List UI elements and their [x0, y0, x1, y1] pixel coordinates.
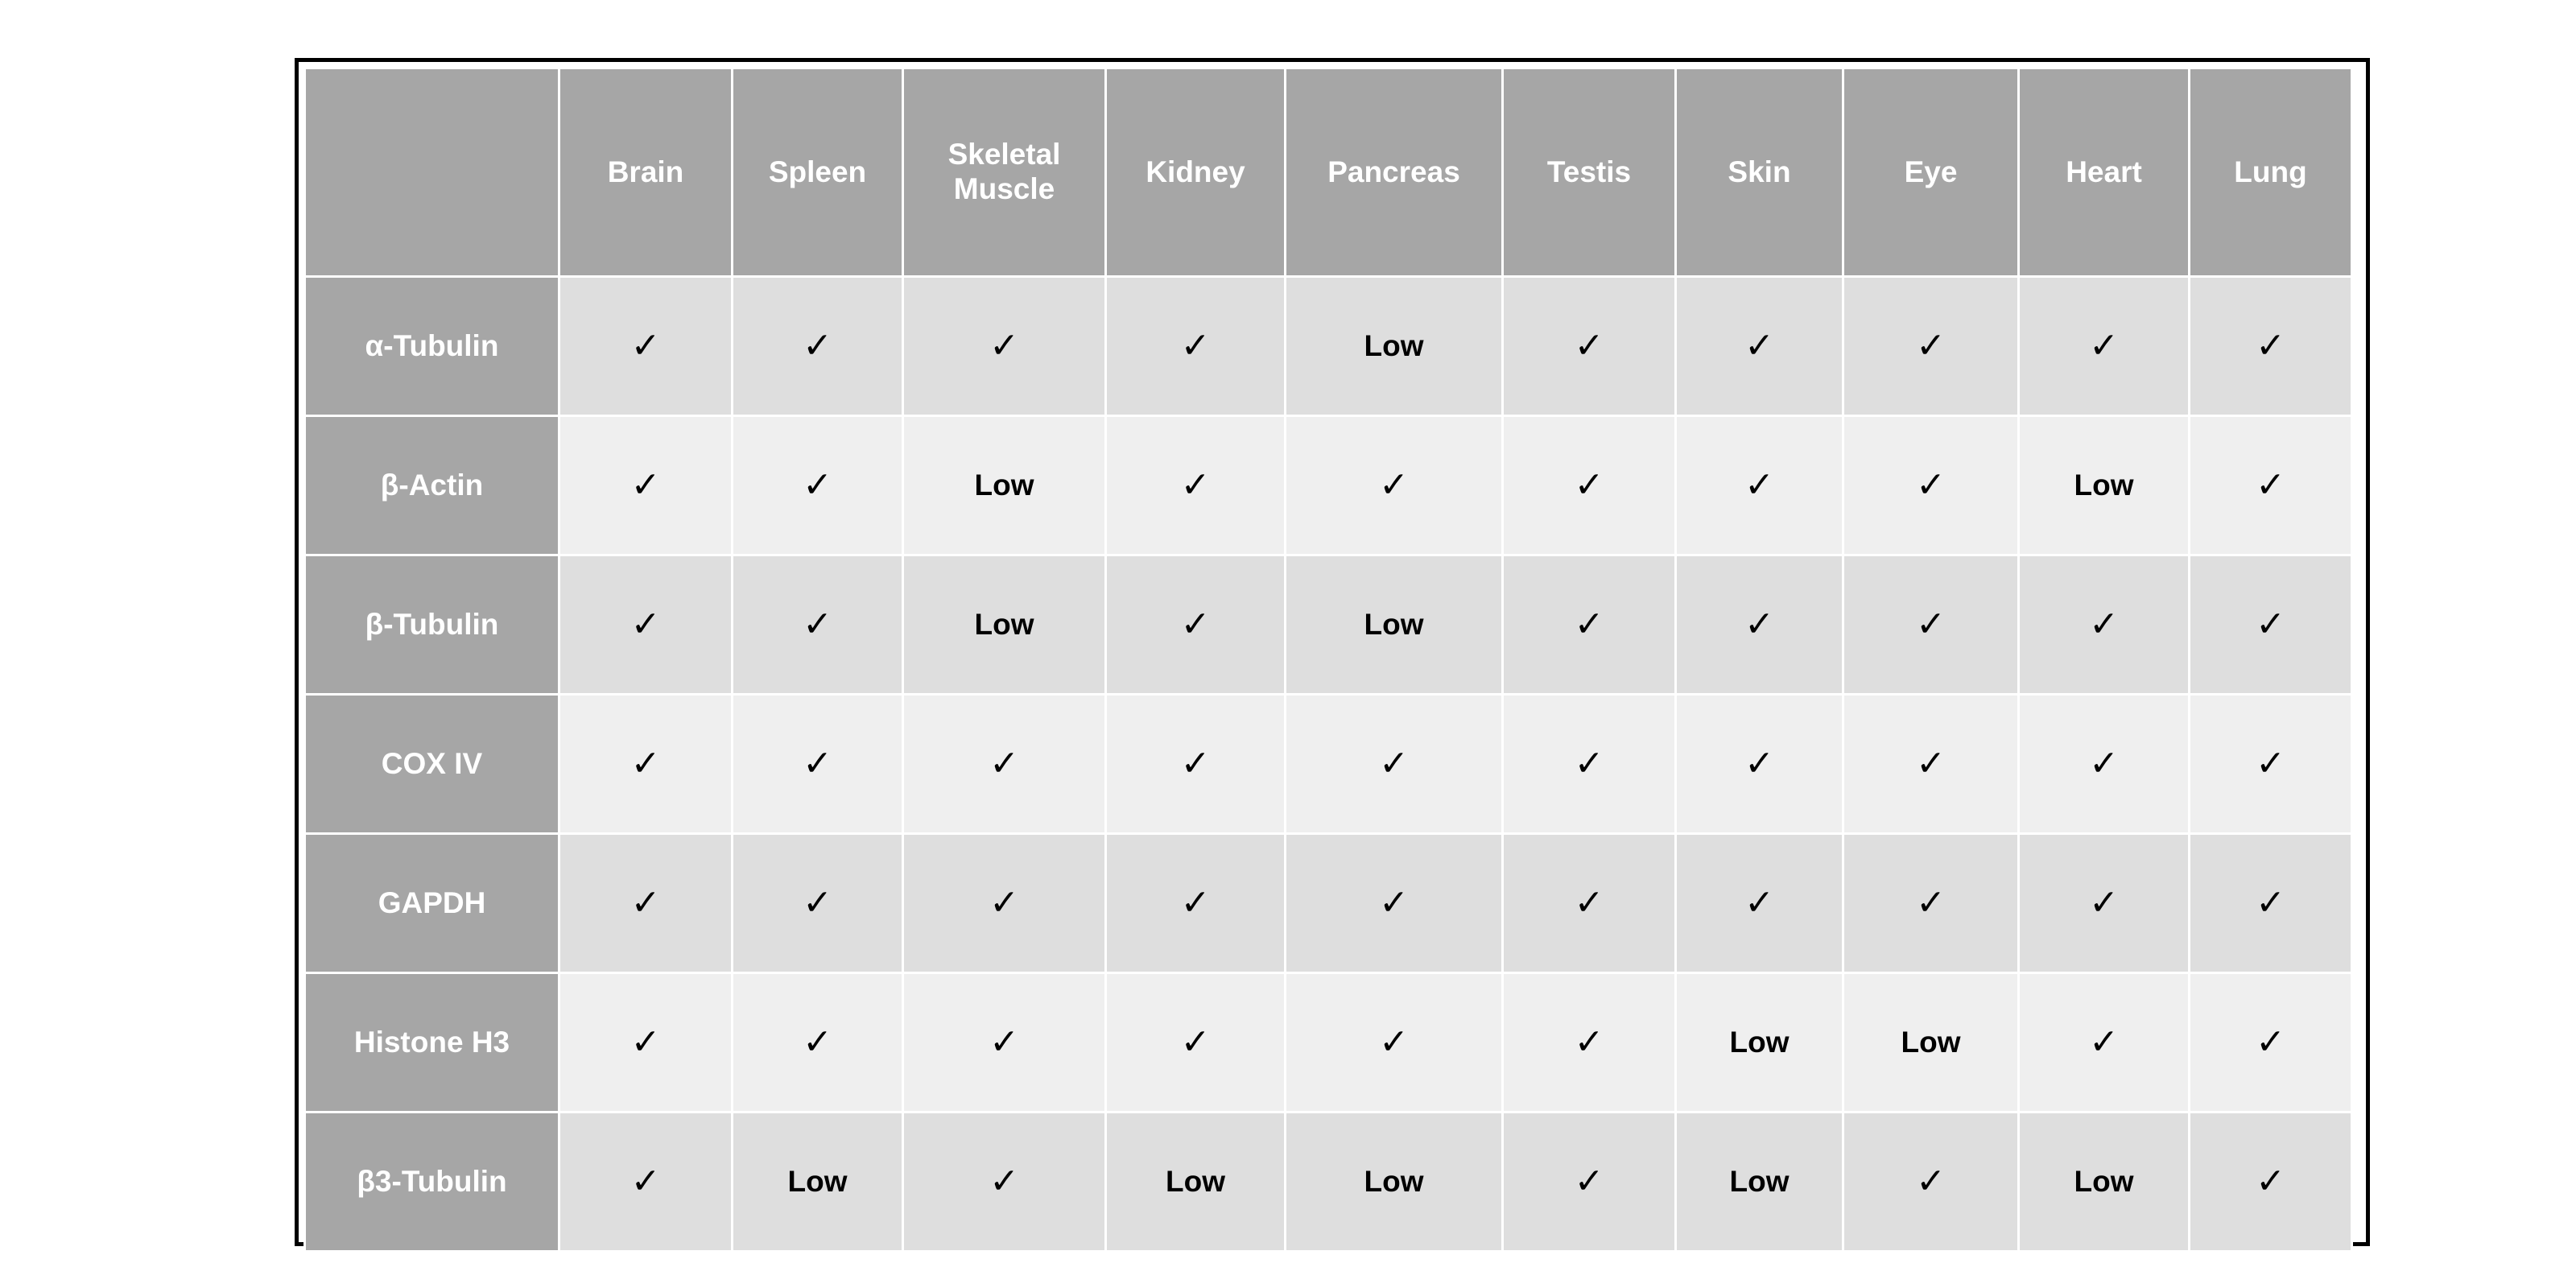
matrix-cell	[1106, 277, 1286, 416]
check-icon: ✓	[989, 325, 1019, 365]
matrix-cell	[1503, 277, 1676, 416]
column-header-brain: Brain	[559, 68, 733, 277]
column-header-heart: Heart	[2019, 68, 2190, 277]
column-header-eye: Eye	[1843, 68, 2019, 277]
check-icon: ✓	[1574, 743, 1604, 783]
matrix-cell	[2019, 834, 2190, 973]
matrix-cell	[1286, 695, 1503, 834]
check-icon: ✓	[989, 882, 1019, 923]
matrix-cell	[1503, 1113, 1676, 1252]
matrix-cell	[1286, 416, 1503, 555]
check-icon: ✓	[1744, 325, 1774, 365]
matrix-cell	[1843, 695, 2019, 834]
check-icon: ✓	[1180, 464, 1211, 505]
column-header-skeletal-muscle: Skeletal Muscle	[903, 68, 1106, 277]
check-icon: ✓	[1574, 604, 1604, 644]
matrix-cell	[2190, 695, 2352, 834]
matrix-cell	[1843, 416, 2019, 555]
table-row	[305, 416, 2352, 555]
matrix-cell	[1106, 1113, 1286, 1252]
column-header-lung: Lung	[2190, 68, 2352, 277]
check-icon: ✓	[1379, 464, 1409, 505]
matrix-cell	[903, 277, 1106, 416]
check-icon: ✓	[2256, 1161, 2285, 1201]
check-icon: ✓	[2089, 325, 2119, 365]
check-icon: ✓	[989, 1022, 1019, 1062]
matrix-cell	[1676, 695, 1843, 834]
check-icon: ✓	[2256, 464, 2285, 505]
matrix-cell	[1286, 834, 1503, 973]
matrix-cell	[1676, 1113, 1843, 1252]
matrix-cell	[1843, 1113, 2019, 1252]
matrix-cell	[2190, 834, 2352, 973]
matrix-cell	[903, 973, 1106, 1113]
check-icon: ✓	[803, 882, 832, 923]
matrix-cell	[559, 695, 733, 834]
table-frame	[295, 58, 2370, 1246]
table-row	[305, 695, 2352, 834]
matrix-cell	[1106, 416, 1286, 555]
matrix-cell	[1843, 973, 2019, 1113]
check-icon: ✓	[630, 604, 661, 644]
low-label: Low	[1364, 329, 1424, 362]
check-icon: ✓	[2256, 1022, 2285, 1062]
check-icon: ✓	[1180, 325, 1211, 365]
low-label: Low	[1729, 1165, 1790, 1198]
row-header-label: α-Tubulin	[305, 277, 559, 416]
matrix-cell	[1106, 834, 1286, 973]
matrix-cell	[559, 834, 733, 973]
matrix-cell	[559, 1113, 733, 1252]
check-icon: ✓	[803, 325, 832, 365]
matrix-cell	[1106, 695, 1286, 834]
check-icon: ✓	[1744, 882, 1774, 923]
check-icon: ✓	[630, 1022, 661, 1062]
column-header-testis: Testis	[1503, 68, 1676, 277]
low-label: Low	[2074, 1165, 2134, 1198]
column-header-kidney: Kidney	[1106, 68, 1286, 277]
check-icon: ✓	[803, 604, 832, 644]
matrix-cell	[733, 555, 903, 695]
matrix-cell	[1843, 834, 2019, 973]
matrix-cell	[2190, 555, 2352, 695]
low-label: Low	[974, 608, 1034, 641]
matrix-cell	[2019, 277, 2190, 416]
low-label: Low	[1166, 1165, 1225, 1198]
check-icon: ✓	[803, 743, 832, 783]
matrix-cell	[1676, 973, 1843, 1113]
matrix-cell	[1676, 555, 1843, 695]
check-icon: ✓	[2089, 743, 2119, 783]
matrix-cell	[1503, 834, 1676, 973]
matrix-cell	[733, 416, 903, 555]
header-corner-cell	[305, 68, 559, 277]
matrix-cell	[903, 555, 1106, 695]
matrix-cell	[1503, 695, 1676, 834]
matrix-cell	[1106, 973, 1286, 1113]
row-header-label: β3-Tubulin	[305, 1113, 559, 1252]
low-label: Low	[974, 469, 1034, 502]
matrix-cell	[2190, 973, 2352, 1113]
check-icon: ✓	[2089, 882, 2119, 923]
matrix-cell	[559, 416, 733, 555]
row-header-label: β-Tubulin	[305, 555, 559, 695]
matrix-cell	[1286, 1113, 1503, 1252]
matrix-cell	[1503, 555, 1676, 695]
check-icon: ✓	[1180, 1022, 1211, 1062]
check-icon: ✓	[2256, 743, 2285, 783]
matrix-cell	[2190, 277, 2352, 416]
check-icon: ✓	[989, 743, 1019, 783]
protein-tissue-matrix-table	[303, 67, 2353, 1253]
matrix-cell	[733, 1113, 903, 1252]
check-icon: ✓	[1574, 882, 1604, 923]
check-icon: ✓	[630, 464, 661, 505]
matrix-cell	[1676, 834, 1843, 973]
matrix-cell	[1286, 973, 1503, 1113]
matrix-cell	[1843, 555, 2019, 695]
check-icon: ✓	[1916, 743, 1946, 783]
matrix-cell	[903, 416, 1106, 555]
check-icon: ✓	[1744, 743, 1774, 783]
check-icon: ✓	[989, 1161, 1019, 1201]
check-icon: ✓	[2089, 604, 2119, 644]
matrix-cell	[1286, 555, 1503, 695]
matrix-cell	[1843, 277, 2019, 416]
check-icon: ✓	[1916, 464, 1946, 505]
column-header-spleen: Spleen	[733, 68, 903, 277]
matrix-cell	[2190, 1113, 2352, 1252]
check-icon: ✓	[1180, 882, 1211, 923]
column-header-skin: Skin	[1676, 68, 1843, 277]
table-header	[305, 68, 2352, 277]
matrix-cell	[2019, 973, 2190, 1113]
check-icon: ✓	[630, 882, 661, 923]
matrix-cell	[903, 1113, 1106, 1252]
table-row	[305, 834, 2352, 973]
matrix-cell	[559, 973, 733, 1113]
low-label: Low	[1901, 1026, 1961, 1059]
column-header-pancreas: Pancreas	[1286, 68, 1503, 277]
table-row	[305, 973, 2352, 1113]
check-icon: ✓	[1916, 604, 1946, 644]
table-row	[305, 277, 2352, 416]
low-label: Low	[1729, 1026, 1790, 1059]
low-label: Low	[2074, 469, 2134, 502]
check-icon: ✓	[1180, 743, 1211, 783]
table-row	[305, 1113, 2352, 1252]
check-icon: ✓	[1916, 325, 1946, 365]
check-icon: ✓	[1379, 743, 1409, 783]
table-row	[305, 555, 2352, 695]
matrix-cell	[733, 834, 903, 973]
check-icon: ✓	[803, 1022, 832, 1062]
check-icon: ✓	[1574, 464, 1604, 505]
check-icon: ✓	[630, 1161, 661, 1201]
row-header-label: Histone H3	[305, 973, 559, 1113]
matrix-cell	[1286, 277, 1503, 416]
matrix-cell	[1676, 277, 1843, 416]
check-icon: ✓	[1744, 464, 1774, 505]
check-icon: ✓	[1744, 604, 1774, 644]
matrix-cell	[2019, 555, 2190, 695]
check-icon: ✓	[1574, 1022, 1604, 1062]
matrix-cell	[559, 277, 733, 416]
check-icon: ✓	[1180, 604, 1211, 644]
low-label: Low	[787, 1165, 848, 1198]
matrix-cell	[733, 973, 903, 1113]
row-header-label: COX IV	[305, 695, 559, 834]
matrix-cell	[903, 834, 1106, 973]
check-icon: ✓	[1574, 1161, 1604, 1201]
matrix-cell	[1676, 416, 1843, 555]
matrix-cell	[1503, 973, 1676, 1113]
row-header-label: β-Actin	[305, 416, 559, 555]
table-body	[305, 277, 2352, 1252]
matrix-cell	[733, 695, 903, 834]
matrix-cell	[2190, 416, 2352, 555]
low-label: Low	[1364, 1165, 1424, 1198]
matrix-cell	[733, 277, 903, 416]
check-icon: ✓	[803, 464, 832, 505]
check-icon: ✓	[1379, 882, 1409, 923]
header-row	[305, 68, 2352, 277]
matrix-cell	[2019, 416, 2190, 555]
matrix-cell	[1106, 555, 1286, 695]
matrix-cell	[2019, 695, 2190, 834]
check-icon: ✓	[2256, 882, 2285, 923]
matrix-cell	[903, 695, 1106, 834]
matrix-cell	[1503, 416, 1676, 555]
check-icon: ✓	[2256, 604, 2285, 644]
check-icon: ✓	[2256, 325, 2285, 365]
check-icon: ✓	[1574, 325, 1604, 365]
check-icon: ✓	[1916, 1161, 1946, 1201]
check-icon: ✓	[630, 325, 661, 365]
check-icon: ✓	[2089, 1022, 2119, 1062]
matrix-cell	[559, 555, 733, 695]
check-icon: ✓	[1379, 1022, 1409, 1062]
row-header-label: GAPDH	[305, 834, 559, 973]
matrix-cell	[2019, 1113, 2190, 1252]
low-label: Low	[1364, 608, 1424, 641]
check-icon: ✓	[1916, 882, 1946, 923]
check-icon: ✓	[630, 743, 661, 783]
